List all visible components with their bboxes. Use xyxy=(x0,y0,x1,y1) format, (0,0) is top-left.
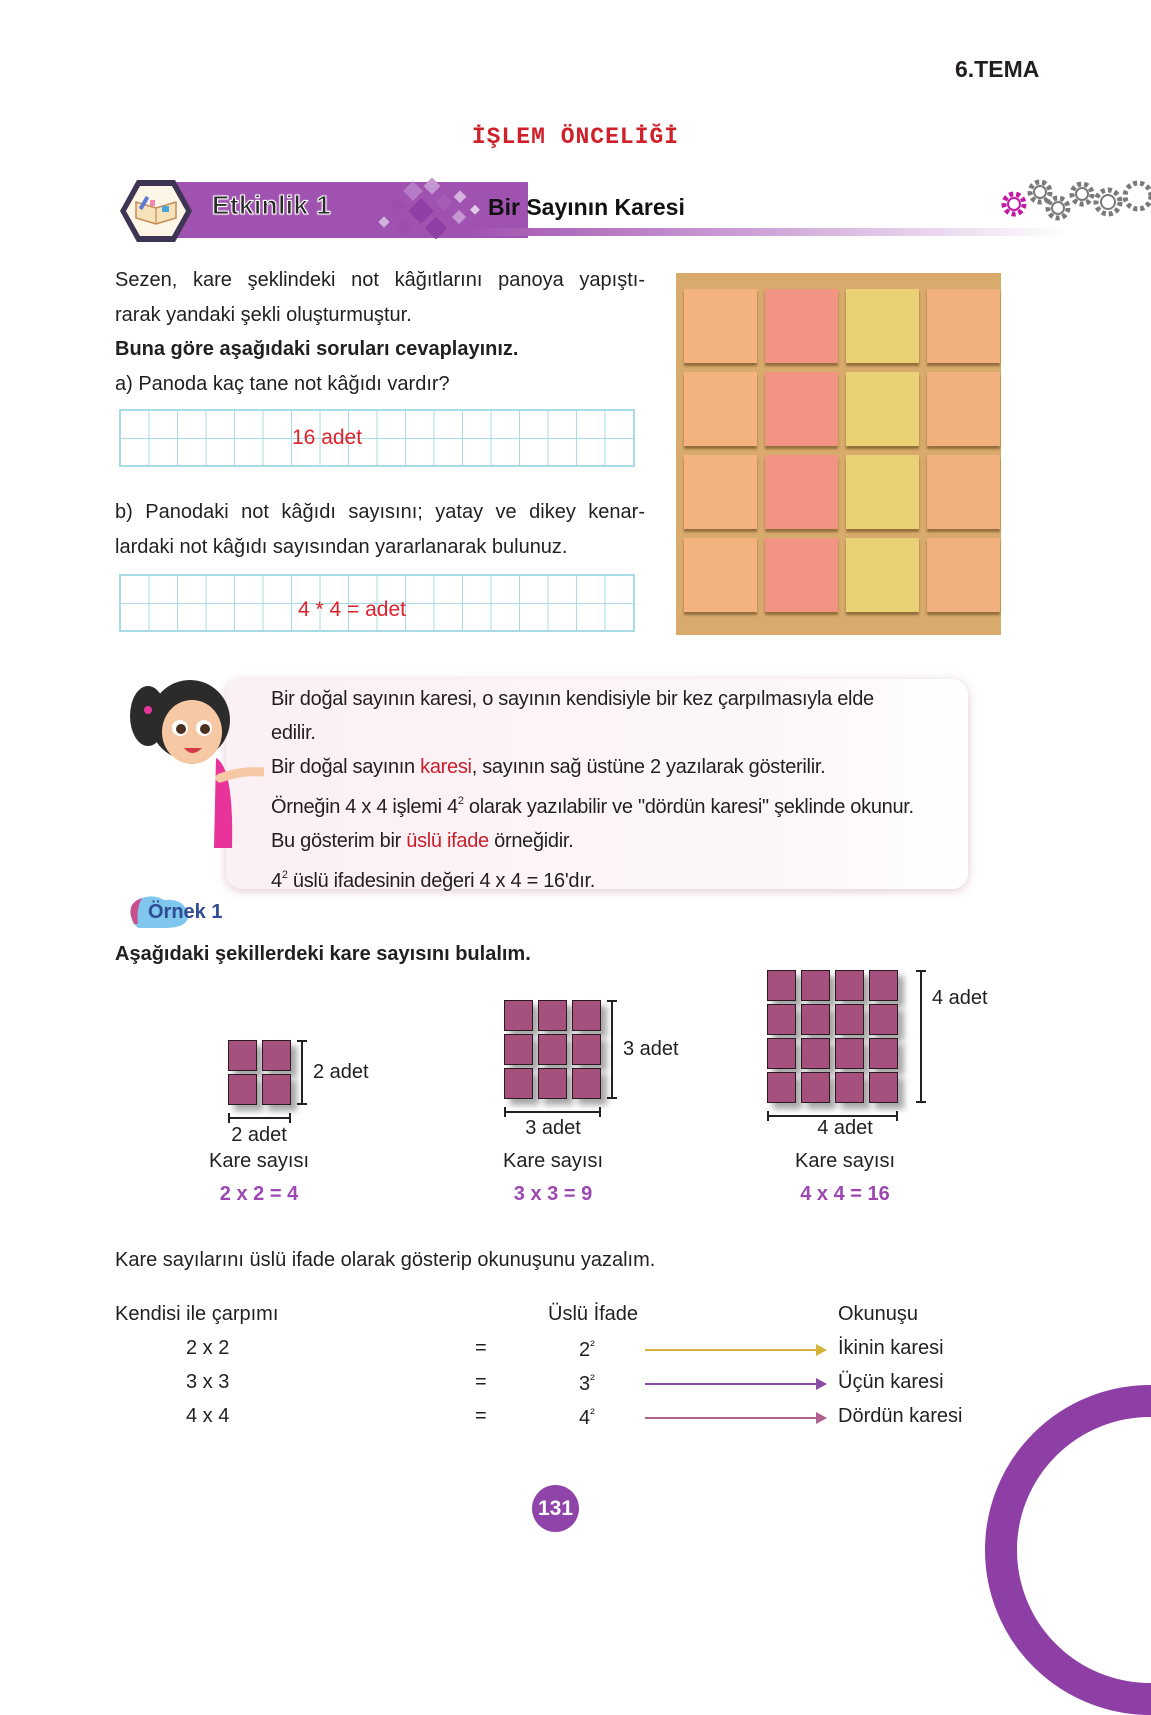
section-title: İŞLEM ÖNCELİĞİ xyxy=(471,124,680,150)
square xyxy=(869,1038,898,1069)
square xyxy=(835,1072,864,1103)
product-cell: 4 x 4 xyxy=(186,1405,230,1427)
square xyxy=(869,1004,898,1035)
product-cell: 3 x 3 xyxy=(186,1371,230,1393)
square xyxy=(835,1004,864,1035)
exponent-cell: $4^{^2}$ xyxy=(579,1405,595,1429)
reading-cell: Dördün karesi xyxy=(838,1405,963,1427)
horizontal-label: 4 adet xyxy=(817,1117,873,1139)
product-cell: 2 x 2 xyxy=(186,1337,230,1359)
square xyxy=(801,1004,830,1035)
question-b-line-1: b) Panodaki not kâğıdı sayısını; yatay ve dikey kenar- xyxy=(115,501,645,523)
vertical-measure xyxy=(611,1000,613,1099)
vertical-label: 3 adet xyxy=(623,1037,679,1060)
caption: Kare sayısı xyxy=(794,1150,896,1172)
caption: Kare sayısı xyxy=(502,1150,604,1172)
diamond-pattern-icon xyxy=(376,178,496,244)
sticky-note xyxy=(927,455,1000,529)
sticky-note xyxy=(927,372,1000,446)
square xyxy=(869,970,898,1001)
square xyxy=(767,1004,796,1035)
answer-grid-a[interactable] xyxy=(119,409,635,467)
sticky-note xyxy=(846,455,919,529)
reading-cell: Üçün karesi xyxy=(838,1371,944,1393)
answer-a: 16 adet xyxy=(292,426,363,449)
sticky-note xyxy=(684,538,757,612)
sticky-note xyxy=(846,538,919,612)
exponent-cell: $2^{^2}$ xyxy=(579,1337,595,1361)
square xyxy=(572,1034,601,1065)
vertical-label: 4 adet xyxy=(932,986,988,1009)
horizontal-measure xyxy=(228,1117,291,1119)
info-line-3 xyxy=(271,750,971,784)
square xyxy=(228,1074,257,1105)
intro-line-2: rarak yandaki şekli oluşturmuştur. xyxy=(115,303,412,326)
info-line-4-post: olarak yazılabilir ve "dördün karesi" şeklinde okunur. xyxy=(463,796,914,818)
info-line-5-pre: Bu gösterim bir xyxy=(271,830,407,852)
intro-line-1: Sezen, kare şeklindeki not kâğıtlarını panoya yapıştı- xyxy=(115,269,645,291)
exponent: 2 xyxy=(457,795,464,807)
square xyxy=(767,1072,796,1103)
keyword-uslu-ifade: üslü ifade xyxy=(406,830,489,852)
sticky-note xyxy=(684,289,757,363)
sticky-note xyxy=(765,538,838,612)
equals-sign: = xyxy=(475,1405,487,1427)
square xyxy=(767,970,796,1001)
info-line-4 xyxy=(271,784,971,824)
info-line-4-pre: Örneğin 4 x 4 işlemi 4 xyxy=(271,796,458,818)
vertical-label: 2 adet xyxy=(313,1060,369,1083)
girl-character-icon xyxy=(124,668,264,848)
activity-title: Bir Sayının Karesi xyxy=(488,194,685,220)
arrow-icon xyxy=(645,1383,817,1385)
square xyxy=(538,1000,567,1031)
vertical-measure xyxy=(920,970,922,1103)
square xyxy=(869,1072,898,1103)
square xyxy=(538,1068,567,1099)
equals-sign: = xyxy=(475,1337,487,1359)
square xyxy=(262,1040,291,1071)
square xyxy=(262,1074,291,1105)
reading-cell: İkinin karesi xyxy=(838,1337,944,1359)
banner-underline xyxy=(468,228,1068,236)
sticky-note xyxy=(684,455,757,529)
example-badge-label: Örnek 1 xyxy=(148,901,223,923)
sticky-notes-photo xyxy=(676,273,1001,635)
sticky-note xyxy=(765,455,838,529)
square xyxy=(228,1040,257,1071)
square xyxy=(801,1038,830,1069)
table-intro: Kare sayılarını üslü ifade olarak gösterip okunuşunu yazalım. xyxy=(115,1249,656,1271)
info-line-6-base: 4 xyxy=(271,870,282,892)
example-badge xyxy=(124,894,234,930)
page-number: 131 xyxy=(532,1485,579,1532)
intro-text xyxy=(115,263,645,401)
keyword-karesi: karesi xyxy=(420,756,472,778)
book-icon xyxy=(118,178,194,244)
square xyxy=(504,1034,533,1065)
result: 2 x 2 = 4 xyxy=(219,1183,299,1205)
question-b xyxy=(115,495,645,564)
info-text xyxy=(271,682,971,898)
info-line-5 xyxy=(271,824,971,858)
example-heading: Aşağıdaki şekillerdeki kare sayısını bulalım. xyxy=(115,943,531,965)
gears-icon xyxy=(998,176,1151,226)
arrow-icon xyxy=(645,1349,817,1351)
activity-banner xyxy=(118,178,948,244)
activity-label: Etkinlik 1 xyxy=(212,190,332,220)
square xyxy=(572,1068,601,1099)
square xyxy=(504,1068,533,1099)
info-line-1: Bir doğal sayının karesi, o sayının kendisiyle bir kez çarpılmasıyla elde xyxy=(271,688,874,710)
result: 3 x 3 = 9 xyxy=(513,1183,593,1205)
sticky-note xyxy=(927,538,1000,612)
decorative-arc xyxy=(985,1385,1151,1715)
result: 4 x 4 = 16 xyxy=(800,1183,890,1205)
header-exponent: Üslü İfade xyxy=(548,1303,639,1325)
horizontal-label: 2 adet xyxy=(231,1124,287,1146)
info-line-6 xyxy=(271,858,971,898)
info-line-3-pre: Bir doğal sayının xyxy=(271,756,421,778)
sticky-notes-grid xyxy=(684,289,997,612)
info-line-2: edilir. xyxy=(271,722,316,744)
exponent-cell: $3^{^2}$ xyxy=(579,1371,595,1395)
question-b-line-2: lardaki not kâğıdı sayısından yararlanarak bulunuz. xyxy=(115,535,568,558)
theme-label: 6.TEMA xyxy=(955,56,1040,82)
info-line-3-post: , sayının sağ üstüne 2 yazılarak gösterilir. xyxy=(471,756,826,778)
sticky-note xyxy=(765,372,838,446)
exponent: 2 xyxy=(281,869,288,881)
square xyxy=(801,1072,830,1103)
instruction: Buna göre aşağıdaki soruları cevaplayınız. xyxy=(115,338,519,360)
square xyxy=(801,970,830,1001)
sticky-note xyxy=(765,289,838,363)
header-reading: Okunuşu xyxy=(838,1303,919,1325)
sticky-note xyxy=(846,289,919,363)
equals-sign: = xyxy=(475,1371,487,1393)
sticky-note xyxy=(846,372,919,446)
square xyxy=(767,1038,796,1069)
vertical-measure xyxy=(301,1040,303,1105)
question-a: a) Panoda kaç tane not kâğıdı vardır? xyxy=(115,372,450,395)
info-line-6-post: üslü ifadesinin değeri 4 x 4 = 16'dır. xyxy=(287,870,595,892)
sticky-note xyxy=(927,289,1000,363)
square xyxy=(538,1034,567,1065)
square xyxy=(835,970,864,1001)
sticky-note xyxy=(684,372,757,446)
caption: Kare sayısı xyxy=(208,1150,310,1172)
horizontal-measure xyxy=(504,1111,601,1113)
header-product: Kendisi ile çarpımı xyxy=(115,1303,279,1325)
square xyxy=(835,1038,864,1069)
answer-grid-b[interactable] xyxy=(119,574,635,632)
arrow-icon xyxy=(645,1417,817,1419)
answer-b: 4 * 4 = adet xyxy=(298,598,407,621)
horizontal-label: 3 adet xyxy=(525,1117,581,1139)
square xyxy=(572,1000,601,1031)
info-line-5-post: örneğidir. xyxy=(488,830,574,852)
square xyxy=(504,1000,533,1031)
